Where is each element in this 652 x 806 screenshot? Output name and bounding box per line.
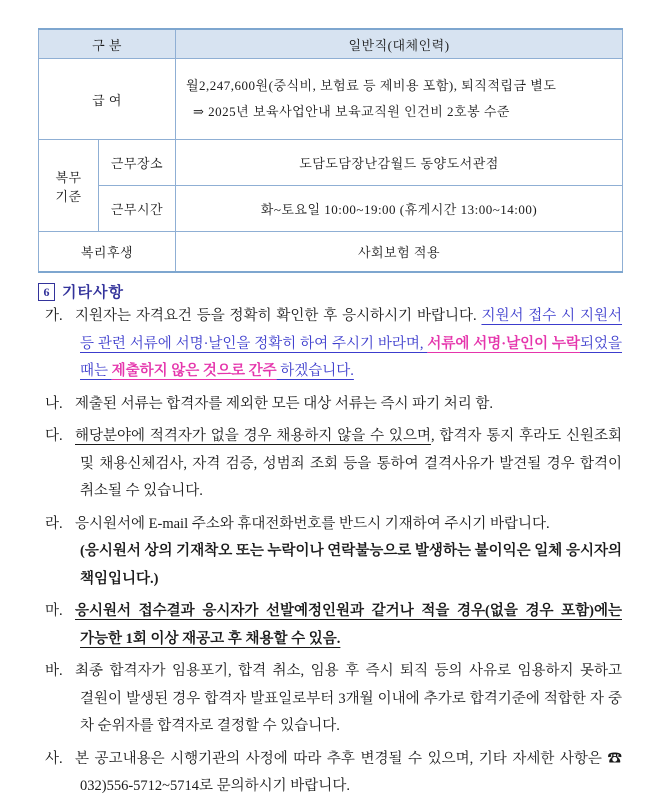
item-text-fragment: 제출된 서류는 합격자를 제외한 모든 대상 서류는 즉시 파기 처리 함. — [75, 395, 494, 412]
list-item — [45, 303, 622, 386]
welfare-value-cell: 사회보험 적용 — [176, 232, 623, 273]
list-item — [45, 746, 622, 801]
workhours-value-cell: 화~토요일 10:00~19:00 (휴게시간 13:00~14:00) — [176, 186, 623, 232]
item-text-fragment: 지원서 접수 시 지원서 등 관련 서류에 서명·날인을 정확히 하여 주시기 바라며, — [80, 308, 623, 352]
item-text-fragment: (응시원서 상의 기재착오 또는 누락이나 연락불능으로 발생하는 불이익은 일체 응시자의 책임입니다.) — [80, 543, 622, 587]
table-row — [39, 29, 623, 59]
salary-label-cell: 급 여 — [39, 59, 176, 140]
item-text-fragment: , 합격자 통지 후라도 신원조회 및 채용신체검사, 자격 검증, 성범죄 조회 등을 통하여 결격사유가 발견될 경우 합격이 취소될 수 있습니다. — [80, 428, 622, 499]
section-number-box: 6 — [38, 283, 55, 301]
item-text-fragment: 제출하지 않은 것으로 간주 — [111, 363, 277, 379]
item-marker: 나. — [45, 395, 63, 412]
item-text-fragment: 되었을 때는 — [80, 335, 623, 379]
item-text-fragment: 응시원서 접수결과 응시자가 선발예정인원과 같거나 적을 경우(없을 경우 포함)에는 가능한 1회 이상 재공고 후 채용할 수 있음. — [75, 603, 622, 647]
table-row — [39, 59, 623, 140]
item-text-fragment: 해당분야에 적격자가 없을 경우 채용하지 않을 수 있으며 — [75, 428, 431, 444]
table-row — [39, 232, 623, 273]
item-text-fragment: 032)556-5712~5714로 문의하시기 바랍니다. — [80, 778, 350, 794]
item-text-fragment: 하겠습니다. — [276, 363, 354, 379]
workplace-label-cell: 근무장소 — [99, 140, 176, 186]
header-jobtype-cell: 일반직(대체인력) — [176, 29, 623, 59]
salary-line-1: 월2,247,600원(중식비, 보험료 등 제비용 포함), 퇴직적립금 별도 — [186, 78, 557, 93]
list-item — [45, 423, 622, 506]
item-marker: 가. — [45, 308, 63, 324]
list-item — [45, 598, 622, 653]
item-marker: 사. — [45, 750, 63, 767]
item-text-fragment: 최종 합격자가 임용포기, 합격 취소, 임용 후 즉시 퇴직 등의 사유로 임용하지 못하고 결원이 발생된 경우 합격자 발표일로부터 3개월 이내에 추가로 합격기준에 적합한 자 중 차 순위자를 합격자로 결정할 수 있습니다. — [75, 663, 622, 734]
table-row — [39, 186, 623, 232]
job-info-table — [38, 28, 623, 273]
header-category-cell: 구 분 — [39, 29, 176, 59]
welfare-label-cell: 복리후생 — [39, 232, 176, 273]
workplace-value-cell: 도담도담장난감월드 동양도서관점 — [176, 140, 623, 186]
salary-value-cell — [176, 59, 623, 140]
item-text-fragment: 서류에 서명·날인이 누락 — [427, 335, 580, 352]
item-text-fragment: 본 공고내용은 시행기관의 사정에 따라 추후 변경될 수 있으며, 기타 자세한 사항은 — [75, 750, 608, 767]
duty-label-line-1: 복무 — [55, 169, 82, 185]
other-notes-list — [45, 303, 622, 806]
section-title — [38, 281, 124, 302]
list-item — [45, 658, 622, 741]
item-marker: 라. — [45, 515, 63, 532]
table-row — [39, 140, 623, 186]
list-item — [45, 391, 622, 419]
item-text-fragment: 지원자는 자격요건 등을 정확히 확인한 후 응시하시기 바랍니다. — [75, 308, 482, 324]
duty-label-line-2: 기준 — [55, 188, 82, 204]
duty-group-label-cell — [39, 140, 99, 232]
item-marker: 바. — [45, 663, 63, 679]
item-marker: 다. — [45, 428, 63, 444]
item-text-fragment: 응시원서에 E-mail 주소와 휴대전화번호를 반드시 기재하여 주시기 바랍니다. — [75, 515, 550, 532]
workhours-label-cell: 근무시간 — [99, 186, 176, 232]
section-title-label: 기타사항 — [62, 285, 124, 301]
phone-icon: ☎ — [607, 750, 622, 767]
list-item — [45, 511, 622, 594]
item-marker: 마. — [45, 603, 63, 619]
salary-line-2: ⇒ 2025년 보육사업안내 보육교직원 인건비 2호봉 수준 — [193, 104, 510, 119]
